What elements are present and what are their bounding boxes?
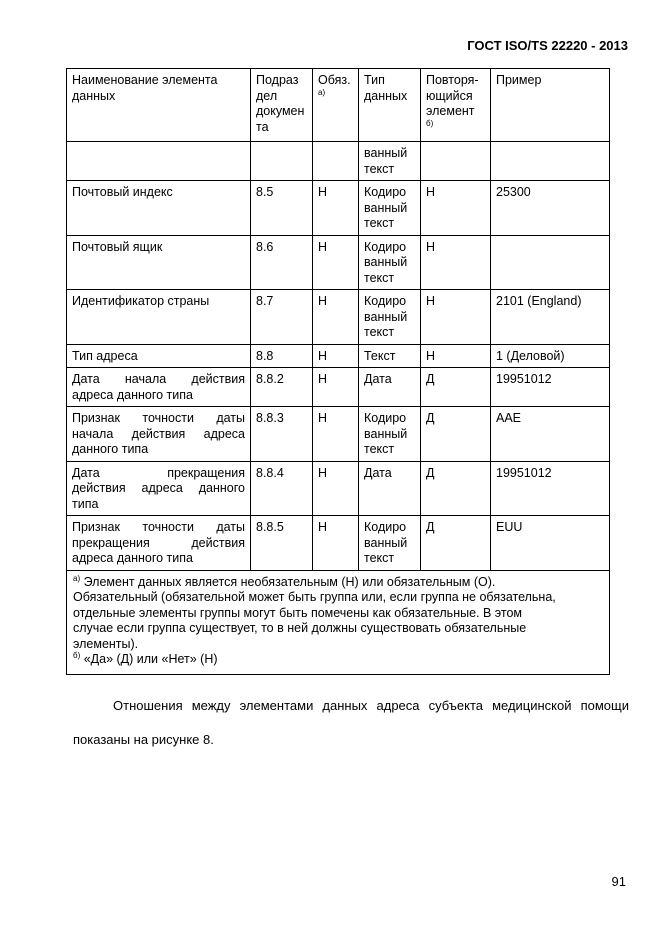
- cell-name: Почтовый ящик: [67, 235, 251, 290]
- cell-repeating: Н: [421, 290, 491, 345]
- cell-required: Н: [313, 235, 359, 290]
- cell-name: Дата прекращения действия адреса данного типа: [67, 461, 251, 516]
- cell-example: 25300: [491, 181, 610, 236]
- cell-required: Н: [313, 461, 359, 516]
- cell-name: Признак точности даты начала действия адреса данного типа: [67, 407, 251, 462]
- cell-required: Н: [313, 181, 359, 236]
- note-a: $^{а)}$ Элемент данных является необязательным (Н) или обязательным (О).: [73, 573, 496, 589]
- cell-type: Дата: [359, 368, 421, 407]
- document-header: ГОСТ ISO/TS 22220 - 2013: [467, 38, 628, 53]
- table-row: [67, 368, 610, 407]
- cell-type: Текст: [359, 344, 421, 368]
- cell-type: Кодиро ванный текст: [359, 181, 421, 236]
- cell-repeating: Д: [421, 368, 491, 407]
- table-header-row: [67, 69, 610, 142]
- cell-name: Идентификатор страны: [67, 290, 251, 345]
- body-paragraph: Отношения между элементами данных адреса субъекта медицинской помощи: [113, 698, 629, 713]
- table-row: [67, 344, 610, 368]
- cell-example: 19951012: [491, 368, 610, 407]
- cell-required: Н: [313, 407, 359, 462]
- cell-section: 8.8.5: [251, 516, 313, 571]
- footnote-mark-a: а): [318, 87, 326, 97]
- cell-section: 8.8.3: [251, 407, 313, 462]
- cell-example: AAE: [491, 407, 610, 462]
- cell-type: Кодиро ванный текст: [359, 516, 421, 571]
- cell-section: 8.7: [251, 290, 313, 345]
- cell-example: [491, 235, 610, 290]
- cell-example: EUU: [491, 516, 610, 571]
- cell-repeating: Н: [421, 235, 491, 290]
- header-type: Тип данных: [359, 69, 421, 142]
- table-notes-row: [67, 570, 610, 674]
- table-row: [67, 290, 610, 345]
- header-subsection: Подраз дел докумен та: [251, 69, 313, 142]
- cell-name: Тип адреса: [67, 344, 251, 368]
- table-row: [67, 516, 610, 571]
- cell-name: Признак точности даты прекращения действия адреса данного типа: [67, 516, 251, 571]
- cell-section: 8.8: [251, 344, 313, 368]
- header-repeating: Повторя- ющийся элемент $^{б)}$: [421, 69, 491, 142]
- table-notes: [67, 570, 610, 674]
- footnote-mark-b: б): [426, 118, 434, 128]
- note-a-line: случае если группа существует, то в ней должны существовать обязательные: [73, 621, 527, 635]
- header-name: Наименование элемента данных: [67, 69, 251, 142]
- cell-section: 8.8.4: [251, 461, 313, 516]
- table-row: [67, 461, 610, 516]
- cell-example: 1 (Деловой): [491, 344, 610, 368]
- note-a-line: элементы).: [73, 636, 139, 651]
- cell-repeating: Д: [421, 461, 491, 516]
- header-required: Обяз. $^{а)}$: [313, 69, 359, 142]
- cell-required: Н: [313, 290, 359, 345]
- page-number: 91: [611, 874, 626, 889]
- cell-required: Н: [313, 344, 359, 368]
- table-row: [67, 407, 610, 462]
- cell-required: Н: [313, 516, 359, 571]
- cell-type: Дата: [359, 461, 421, 516]
- cell-name: Почтовый индекс: [67, 181, 251, 236]
- cell-section: 8.5: [251, 181, 313, 236]
- cell-section: 8.6: [251, 235, 313, 290]
- cell-required: Н: [313, 368, 359, 407]
- cell-section: 8.8.2: [251, 368, 313, 407]
- cell-repeating: Н: [421, 344, 491, 368]
- cell-example: 19951012: [491, 461, 610, 516]
- cell-example: 2101 (England): [491, 290, 610, 345]
- cell-type: Кодиро ванный текст: [359, 407, 421, 462]
- header-example: Пример: [491, 69, 610, 142]
- data-elements-table: [66, 68, 610, 675]
- note-b: $^{б)}$ «Да» (Д) или «Нет» (Н): [73, 650, 218, 666]
- table-row-continuation: ванный текст: [67, 142, 610, 181]
- cell-repeating: Д: [421, 516, 491, 571]
- cell-type: Кодиро ванный текст: [359, 235, 421, 290]
- cell-repeating: Н: [421, 181, 491, 236]
- note-a-line: отдельные элементы группы могут быть помечены как обязательные. В этом: [73, 605, 523, 620]
- cell-repeating: Д: [421, 407, 491, 462]
- table-row: [67, 235, 610, 290]
- body-paragraph-continuation: показаны на рисунке 8.: [73, 732, 214, 747]
- note-a-line: Обязательный (обязательной может быть группа или, если группа не обязательна,: [73, 590, 556, 604]
- cell-type: Кодиро ванный текст: [359, 290, 421, 345]
- cell-name: Дата начала действия адреса данного типа: [67, 368, 251, 407]
- table-row: [67, 181, 610, 236]
